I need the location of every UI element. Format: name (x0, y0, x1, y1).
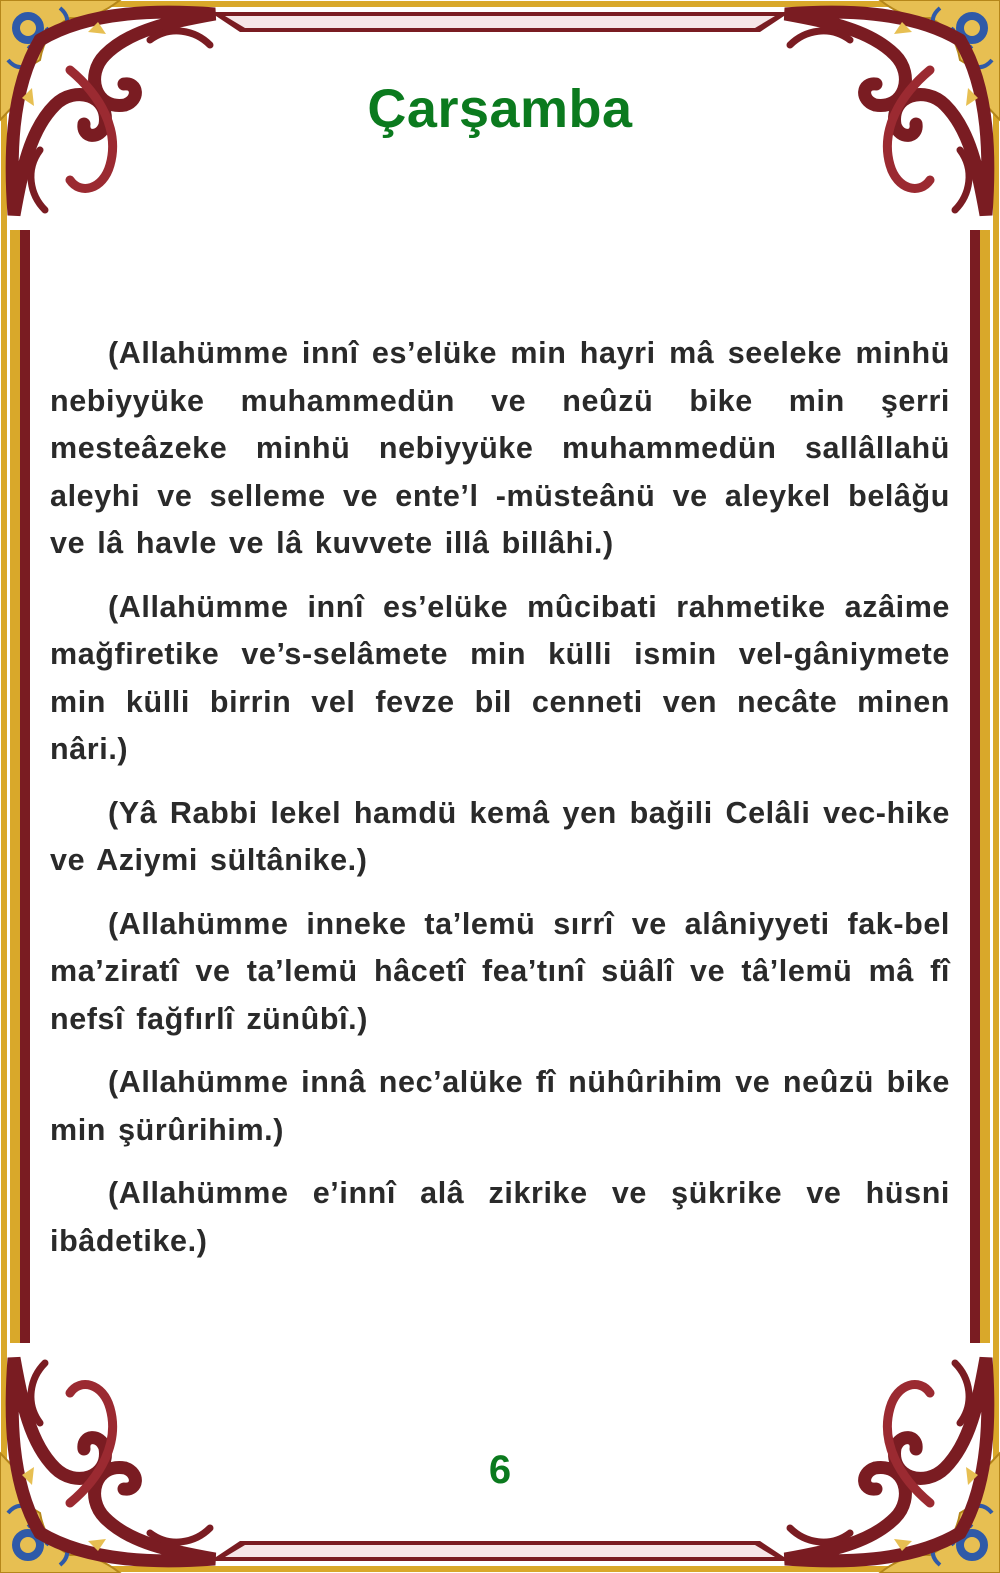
prayer-paragraph: (Allahümme innâ nec’alüke fî nühûrihim ve neûzü bike min şürûrihim.) (50, 1065, 950, 1147)
prayer-paragraph: (Allahümme e’innî alâ zikrike ve şükrike ve hüsni ibâdetike.) (50, 1176, 950, 1258)
prayer-paragraph: (Yâ Rabbi lekel hamdü kemâ yen bağili Celâli vec-hike ve Aziymi sültânike.) (50, 795, 950, 877)
page-number: 6 (488, 1448, 512, 1492)
prayer-paragraph: (Allahümme inneke ta’lemü sırrî ve alâniyyeti fak-bel ma’ziratî ve ta’lemü hâcetî fea’tınî süâlî ve tâ’lemü mâ fî nefsî fağfırlî zünûbî.) (50, 906, 950, 1036)
prayer-text (50, 330, 950, 1281)
page-title: Çarşamba (367, 79, 633, 139)
prayer-paragraph: (Allahümme innî es’elüke mûcibati rahmetike azâime mağfiretike ve’s-selâmete min külli ismin vel-gâniymete min külli birrin vel fevze bil cenneti ven necâte minen nâri.) (50, 589, 950, 766)
prayer-paragraph: (Allahümme innî es’elüke min hayri mâ seeleke minhü nebiyyüke muhammedün ve neûzü bike min şerri mesteâzeke minhü nebiyyüke muhammedün sallâllahü aleyhi ve selleme ve ente’l -müsteânü ve aleykel belâğu ve lâ havle ve lâ kuvvete illâ billâhi.) (50, 336, 950, 560)
